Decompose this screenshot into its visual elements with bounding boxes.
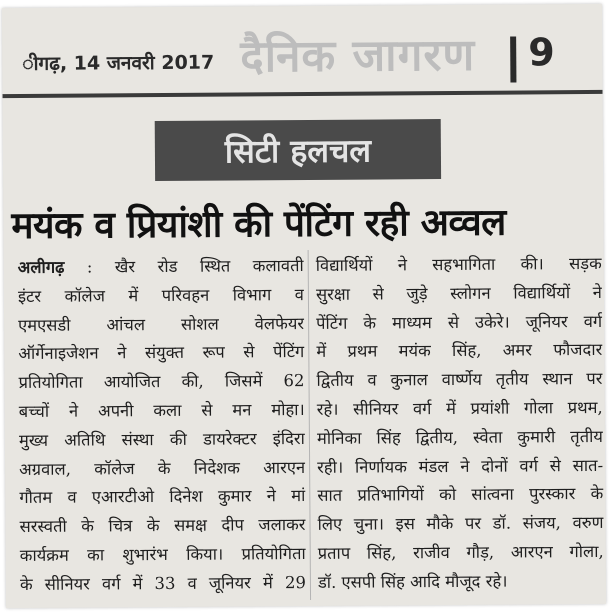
body-line: सरस्वती के चित्र के समक्ष दीप जलाकर bbox=[19, 515, 306, 537]
body-line: डॉ. एसपी सिंह आदि मौजूद रहे। bbox=[317, 571, 508, 592]
body-line: सात प्रतिभागियों को सांत्वना पुरस्कार के bbox=[317, 484, 604, 506]
masthead-separator bbox=[510, 37, 516, 83]
dateline: अलीगढ़ bbox=[17, 257, 65, 277]
article-headline: मयंक व प्रियांशी की पेंटिंग रही अव्वल bbox=[11, 200, 506, 248]
body-line: गौतम व एआरटीओ दिनेश कुमार ने मां bbox=[19, 486, 306, 508]
city-date: ीगढ़, 14 जनवरी 2017 bbox=[22, 51, 215, 75]
body-line: इंटर कॉलेज में परिवहन विभाग व bbox=[17, 284, 304, 306]
masthead-rule bbox=[3, 90, 603, 98]
page-number: 9 bbox=[528, 30, 555, 75]
article-column-left bbox=[18, 252, 306, 600]
body-line: मुख्य अतिथि संस्था की डायरेक्टर इंदिरा bbox=[18, 428, 305, 450]
section-band bbox=[155, 119, 441, 181]
body-line: कार्यक्रम का शुभारंभ किया। प्रतियोगिता bbox=[19, 543, 306, 565]
body-line: विद्यार्थियों ने सहभागिता की। सड़क bbox=[315, 253, 602, 275]
body-line bbox=[18, 252, 304, 283]
section-title: सिटी हलचल bbox=[224, 131, 372, 171]
body-line: मोनिका सिंह द्वितीय, स्वेता कुमारी तृतीय bbox=[316, 426, 603, 448]
body-line: लिए चुना। इस मौके पर डॉ. संजय, वरुण bbox=[317, 513, 604, 535]
body-line: रही। निर्णायक मंडल ने दोनों वर्ग से सात- bbox=[317, 455, 604, 477]
body-line: अग्रवाल, कॉलेज के निदेशक आरएन bbox=[19, 457, 306, 479]
body-line: प्रतियोगिता आयोजित की, जिसमें 62 bbox=[18, 371, 305, 393]
article-column-right bbox=[316, 250, 604, 598]
column-separator bbox=[308, 250, 311, 600]
body-line: पेंटिंग के माध्यम से उकेरे। जूनियर वर्ग bbox=[316, 311, 603, 333]
body-line: बच्चों ने अपनी कला से मन मोहा। bbox=[18, 399, 305, 421]
body-line: एमएसडी आंचल सोशल वेलफेयर bbox=[18, 313, 305, 335]
newspaper-clipping bbox=[2, 4, 606, 608]
body-line: सुरक्षा से जुड़े स्लोगन विद्यार्थियों ने bbox=[315, 282, 602, 304]
body-line: ऑर्गेनाइजेशन ने संयुक्त रूप से पेंटिंग bbox=[18, 342, 305, 364]
body-text: : खैर रोड स्थित कलावती bbox=[86, 256, 304, 277]
body-line: के सीनियर वर्ग में 33 व जूनियर में 29 bbox=[19, 572, 306, 594]
body-line: द्वितीय व कुनाल वार्ष्णेय तृतीय स्थान पर bbox=[316, 369, 603, 391]
body-line: में प्रथम मयंक सिंह, अमर फौजदार bbox=[316, 340, 603, 362]
body-line: प्रताप सिंह, राजीव गौड़, आरएन गोला, bbox=[317, 541, 604, 563]
masthead bbox=[2, 4, 603, 100]
newspaper-name: दैनिक जागरण bbox=[240, 29, 476, 83]
body-line: रहे। सीनियर वर्ग में प्रयांशी गोला प्रथम, bbox=[316, 397, 603, 419]
